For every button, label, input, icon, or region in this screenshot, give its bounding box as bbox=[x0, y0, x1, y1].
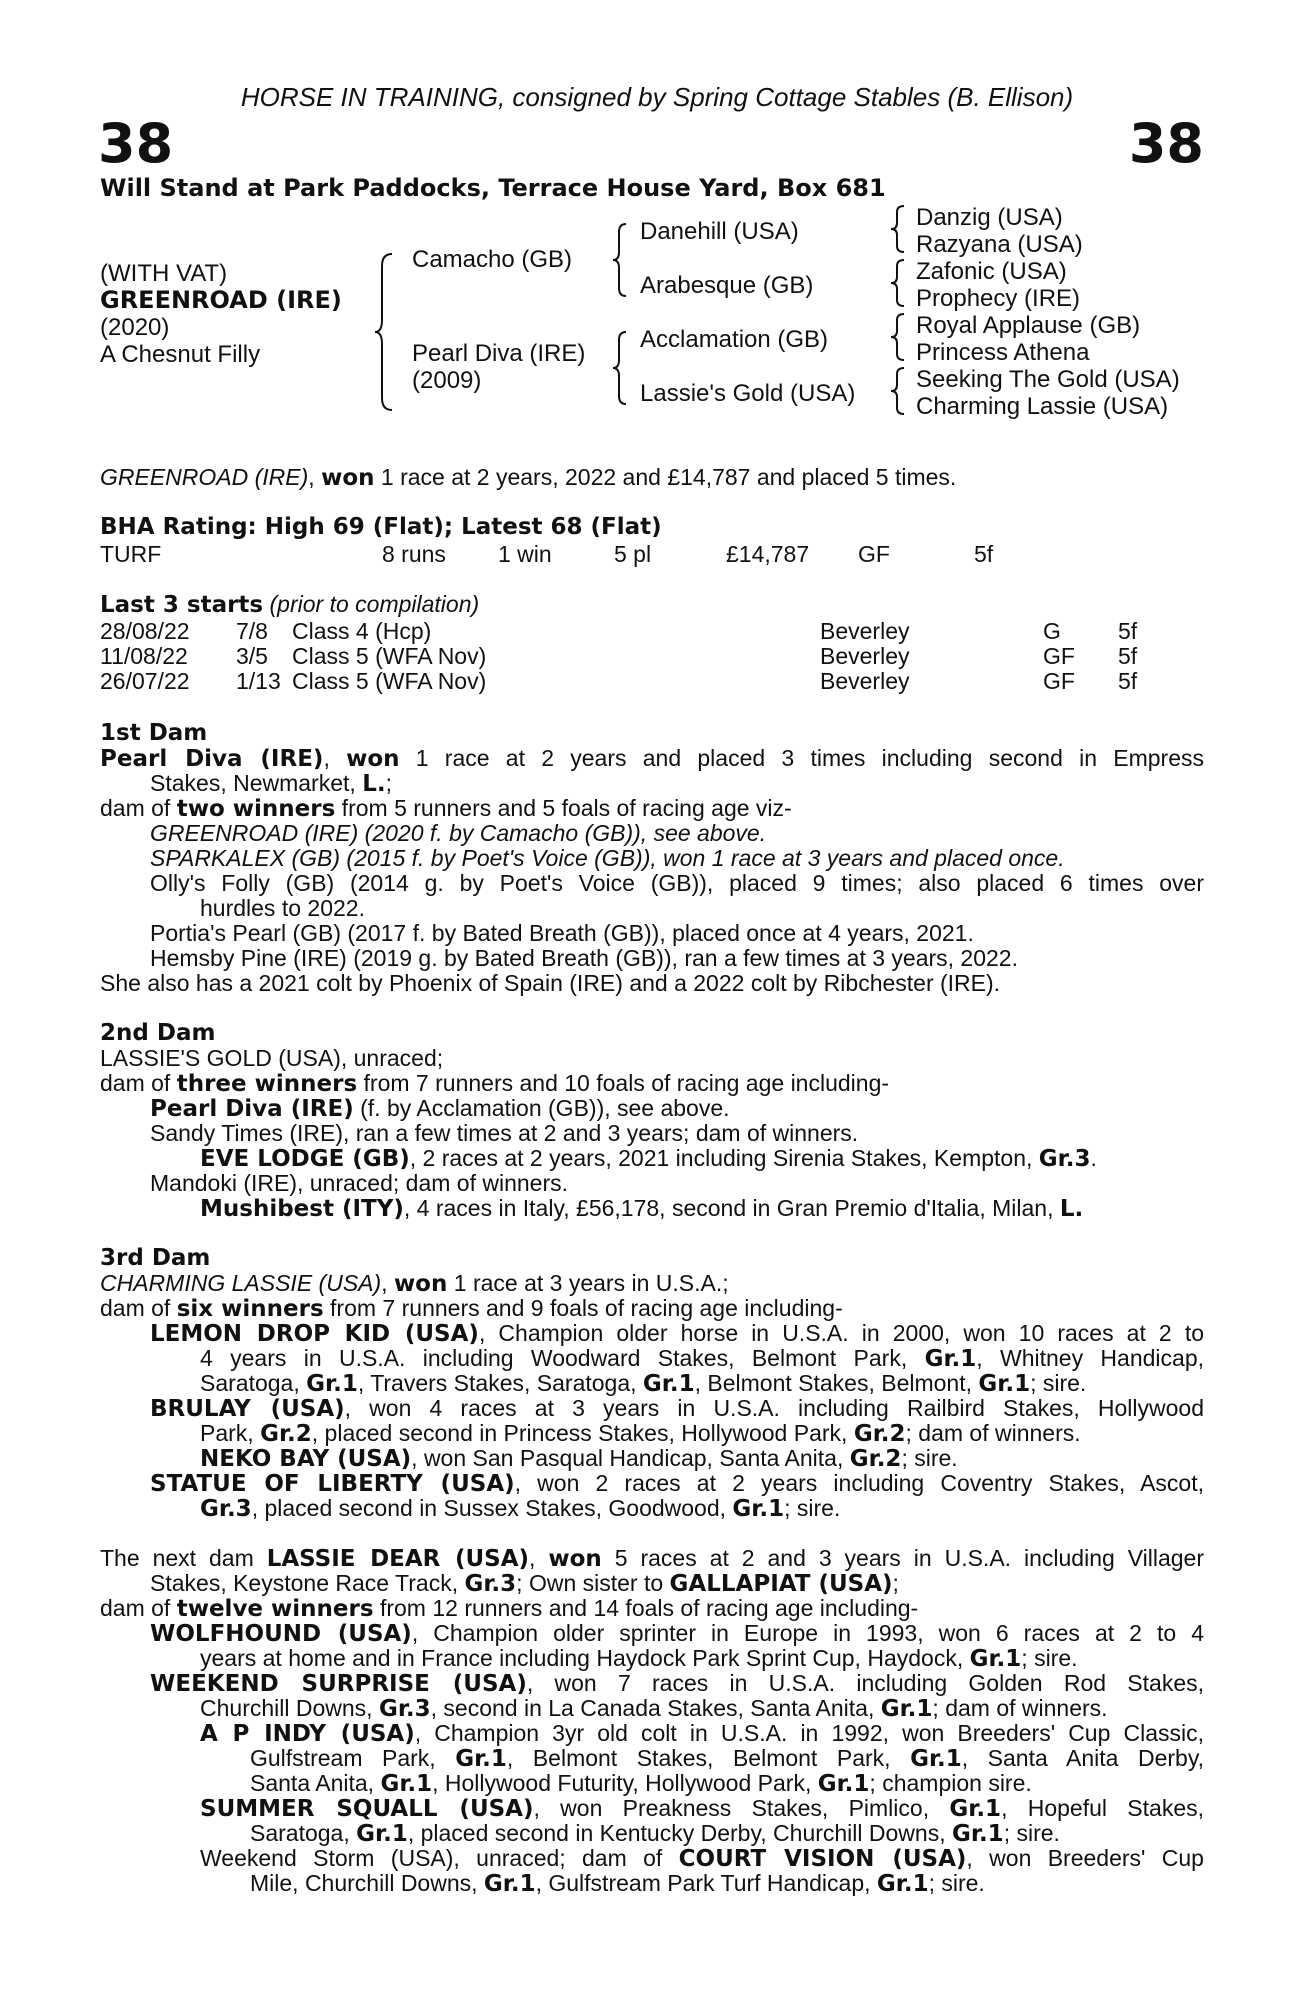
next-dam-line-8: A P INDY (USA), Champion 3yr old colt in U.S.A. in 1992, won Breeders' Cup Classic, bbox=[200, 1720, 1205, 1747]
first-dam-produce-3b: hurdles to 2022. bbox=[200, 895, 365, 921]
start-course: Beverley bbox=[820, 618, 910, 644]
horse-year: (2020) bbox=[100, 314, 170, 341]
start-date: 26/07/22 bbox=[100, 668, 190, 694]
start-going: GF bbox=[1043, 668, 1075, 694]
third-dam-line-4: 4 years in U.S.A. including Woodward Stakes, Belmont Park, Gr.1, Whitney Handicap, bbox=[200, 1345, 1204, 1372]
turf-wins: 1 win bbox=[498, 541, 552, 567]
next-dam-line-9: Gulfstream Park, Gr.1, Belmont Stakes, Belmont Park, Gr.1, Santa Anita Derby, bbox=[250, 1745, 1205, 1772]
dam-year: (2009) bbox=[412, 367, 482, 394]
next-dam-line-3: dam of twelve winners from 12 runners and 14 foals of racing age including- bbox=[100, 1595, 919, 1622]
first-dam-line-2: Stakes, Newmarket, L.; bbox=[150, 770, 392, 797]
next-dam-line-11: SUMMER SQUALL (USA), won Preakness Stakes, Pimlico, Gr.1, Hopeful Stakes, bbox=[200, 1795, 1204, 1822]
second-dam-line-5: EVE LODGE (GB), 2 races at 2 years, 2021 including Sirenia Stakes, Kempton, Gr.3. bbox=[200, 1145, 1097, 1172]
last-starts-title: Last 3 starts bbox=[100, 592, 264, 618]
turf-distance: 5f bbox=[974, 541, 994, 567]
ss-dam: Razyana (USA) bbox=[916, 231, 1083, 258]
consignor-title: HORSE IN TRAINING, consigned by Spring Cottage Stables (B. Ellison) bbox=[240, 82, 1074, 112]
sd-sire: Zafonic (USA) bbox=[916, 258, 1067, 285]
next-dam-line-12: Saratoga, Gr.1, placed second in Kentucky Derby, Churchill Downs, Gr.1; sire. bbox=[250, 1820, 1060, 1847]
start-position: 7/8 bbox=[236, 618, 268, 644]
third-dam-line-2: dam of six winners from 7 runners and 9 foals of racing age including- bbox=[100, 1295, 843, 1322]
second-dam-line-6: Mandoki (IRE), unraced; dam of winners. bbox=[150, 1170, 569, 1196]
turf-going: GF bbox=[858, 541, 890, 567]
turf-runs: 8 runs bbox=[382, 541, 446, 567]
ds-sire: Royal Applause (GB) bbox=[916, 312, 1141, 339]
sire-dam-brace bbox=[374, 252, 394, 412]
next-dam-line-1: The next dam LASSIE DEAR (USA), won 5 races at 2 and 3 years in U.S.A. including Villager bbox=[100, 1545, 1205, 1572]
horse-name: GREENROAD (IRE) bbox=[100, 286, 342, 314]
last-starts-note: (prior to compilation) bbox=[269, 591, 480, 617]
sire-parents-brace bbox=[612, 222, 628, 298]
start-going: G bbox=[1043, 618, 1061, 644]
second-dam-line-1: LASSIE'S GOLD (USA), unraced; bbox=[100, 1045, 444, 1071]
first-dam-produce-1: GREENROAD (IRE) (2020 f. by Camacho (GB)), see above. bbox=[150, 820, 767, 846]
vat-note: (WITH VAT) bbox=[100, 260, 228, 287]
ds-dam: Princess Athena bbox=[916, 339, 1090, 366]
dd-sire: Seeking The Gold (USA) bbox=[916, 366, 1180, 393]
summary-won: won bbox=[321, 465, 375, 491]
third-dam-line-6: BRULAY (USA), won 4 races at 3 years in U.S.A. including Railbird Stakes, Hollywood bbox=[150, 1395, 1205, 1422]
dd-dam: Charming Lassie (USA) bbox=[916, 393, 1169, 420]
second-dam-line-7: Mushibest (ITY), 4 races in Italy, £56,178, second in Gran Premio d'Italia, Milan, L. bbox=[200, 1195, 1084, 1222]
next-dam-line-2: Stakes, Keystone Race Track, Gr.3; Own sister to GALLAPIAT (USA); bbox=[150, 1570, 899, 1597]
first-dam-produce-5: Hemsby Pine (IRE) (2019 g. by Bated Breath (GB)), ran a few times at 3 years, 2022. bbox=[150, 945, 1018, 971]
stand-location: Will Stand at Park Paddocks, Terrace House Yard, Box 681 bbox=[100, 174, 886, 202]
start-date: 28/08/22 bbox=[100, 618, 190, 644]
start-race: Class 5 (WFA Nov) bbox=[292, 643, 487, 669]
turf-placed: 5 pl bbox=[614, 541, 652, 567]
last-starts-heading bbox=[100, 592, 1204, 619]
next-dam-line-14: Mile, Churchill Downs, Gr.1, Gulfstream Park Turf Handicap, Gr.1; sire. bbox=[250, 1870, 985, 1897]
dam-parents-brace bbox=[612, 330, 628, 406]
start-going: GF bbox=[1043, 643, 1075, 669]
first-dam-won: won bbox=[346, 746, 400, 772]
lot-number-right: 38 bbox=[1128, 112, 1204, 175]
start-course: Beverley bbox=[820, 643, 910, 669]
third-dam-line-5: Saratoga, Gr.1, Travers Stakes, Saratoga, Gr.1, Belmont Stakes, Belmont, Gr.1; sire. bbox=[200, 1370, 1087, 1397]
third-dam-line-9: STATUE OF LIBERTY (USA), won 2 races at 2 years including Coventry Stakes, Ascot, bbox=[150, 1470, 1205, 1497]
gg-brace-4 bbox=[890, 366, 906, 416]
first-dam-name: Pearl Diva (IRE) bbox=[100, 746, 324, 772]
lot-number-left: 38 bbox=[98, 112, 174, 175]
first-dam-line-3: dam of two winners from 5 runners and 5 foals of racing age viz- bbox=[100, 795, 792, 822]
sire-dam: Arabesque (GB) bbox=[640, 272, 814, 299]
second-dam-line-4: Sandy Times (IRE), ran a few times at 2 and 3 years; dam of winners. bbox=[150, 1120, 859, 1146]
start-race: Class 5 (WFA Nov) bbox=[292, 668, 487, 694]
first-dam-text: 1 race at 2 years and placed 3 times including second in Empress bbox=[399, 745, 1204, 771]
start-race: Class 4 (Hcp) bbox=[292, 618, 432, 644]
next-dam-line-6: WEEKEND SURPRISE (USA), won 7 races in U.S.A. including Golden Rod Stakes, bbox=[150, 1670, 1204, 1697]
start-date: 11/08/22 bbox=[100, 643, 188, 669]
next-dam-line-4: WOLFHOUND (USA), Champion older sprinter in Europe in 1993, won 6 races at 2 to 4 bbox=[150, 1620, 1204, 1647]
ss-sire: Danzig (USA) bbox=[916, 204, 1063, 231]
next-dam-line-10: Santa Anita, Gr.1, Hollywood Futurity, Hollywood Park, Gr.1; champion sire. bbox=[250, 1770, 1032, 1797]
first-dam-note: She also has a 2021 colt by Phoenix of Spain (IRE) and a 2022 colt by Ribchester (IRE). bbox=[100, 970, 1001, 996]
third-dam-line-3: LEMON DROP KID (USA), Champion older horse in U.S.A. in 2000, won 10 races at 2 to bbox=[150, 1320, 1204, 1347]
summary-horse-name: GREENROAD (IRE) bbox=[100, 464, 309, 490]
bha-rating: BHA Rating: High 69 (Flat); Latest 68 (Flat) bbox=[100, 514, 662, 540]
third-dam-line-7: Park, Gr.2, placed second in Princess Stakes, Hollywood Park, Gr.2; dam of winners. bbox=[200, 1420, 1081, 1447]
sd-dam: Prophecy (IRE) bbox=[916, 285, 1081, 312]
start-distance: 5f bbox=[1118, 668, 1138, 694]
next-dam-line-7: Churchill Downs, Gr.3, second in La Canada Stakes, Santa Anita, Gr.1; dam of winners. bbox=[200, 1695, 1108, 1722]
gg-brace-3 bbox=[890, 312, 906, 362]
first-dam-produce-3: Olly's Folly (GB) (2014 g. by Poet's Voice (GB)), placed 9 times; also placed 6 times over bbox=[150, 870, 1204, 896]
dam-name: Pearl Diva (IRE) bbox=[412, 340, 586, 367]
next-dam-line-5: years at home and in France including Haydock Park Sprint Cup, Haydock, Gr.1; sire. bbox=[200, 1645, 1078, 1672]
first-dam-produce-4: Portia's Pearl (GB) (2017 f. by Bated Breath (GB)), placed once at 4 years, 2021. bbox=[150, 920, 974, 946]
second-dam-heading: 2nd Dam bbox=[100, 1020, 216, 1046]
race-summary: GREENROAD (IRE), won 1 race at 2 years, 2022 and £14,787 and placed 5 times. bbox=[100, 464, 957, 491]
start-course: Beverley bbox=[820, 668, 910, 694]
second-dam-line-2: dam of three winners from 7 runners and 10 foals of racing age including- bbox=[100, 1070, 890, 1097]
first-dam-heading: 1st Dam bbox=[100, 720, 208, 746]
third-dam-line-8: NEKO BAY (USA), won San Pasqual Handicap, Santa Anita, Gr.2; sire. bbox=[200, 1445, 958, 1472]
second-dam-line-3: Pearl Diva (IRE) (f. by Acclamation (GB)), see above. bbox=[150, 1095, 730, 1122]
dam-dam: Lassie's Gold (USA) bbox=[640, 380, 856, 407]
start-position: 1/13 bbox=[236, 668, 281, 694]
third-dam-line-1: CHARMING LASSIE (USA), won 1 race at 3 years in U.S.A.; bbox=[100, 1270, 729, 1297]
first-dam-produce-2: SPARKALEX (GB) (2015 f. by Poet's Voice (GB)), won 1 race at 3 years and placed once. bbox=[150, 845, 1065, 871]
sire-sire: Danehill (USA) bbox=[640, 218, 799, 245]
turf-earnings: £14,787 bbox=[726, 541, 810, 567]
gg-brace-2 bbox=[890, 258, 906, 308]
third-dam-heading: 3rd Dam bbox=[100, 1245, 211, 1271]
start-position: 3/5 bbox=[236, 643, 268, 669]
start-distance: 5f bbox=[1118, 643, 1138, 669]
gg-brace-1 bbox=[890, 204, 906, 254]
start-distance: 5f bbox=[1118, 618, 1138, 644]
next-dam-line-13: Weekend Storm (USA), unraced; dam of COURT VISION (USA), won Breeders' Cup bbox=[200, 1845, 1204, 1872]
turf-surface: TURF bbox=[100, 541, 162, 567]
horse-description: A Chesnut Filly bbox=[100, 341, 261, 368]
sire-name: Camacho (GB) bbox=[412, 246, 573, 273]
summary-rest: 1 race at 2 years, 2022 and £14,787 and placed 5 times. bbox=[374, 464, 957, 490]
first-dam-line-1: Pearl Diva (IRE), won 1 race at 2 years and placed 3 times including second in Empress bbox=[100, 745, 1204, 772]
dam-sire: Acclamation (GB) bbox=[640, 326, 829, 353]
third-dam-line-10: Gr.3, placed second in Sussex Stakes, Goodwood, Gr.1; sire. bbox=[200, 1495, 841, 1522]
